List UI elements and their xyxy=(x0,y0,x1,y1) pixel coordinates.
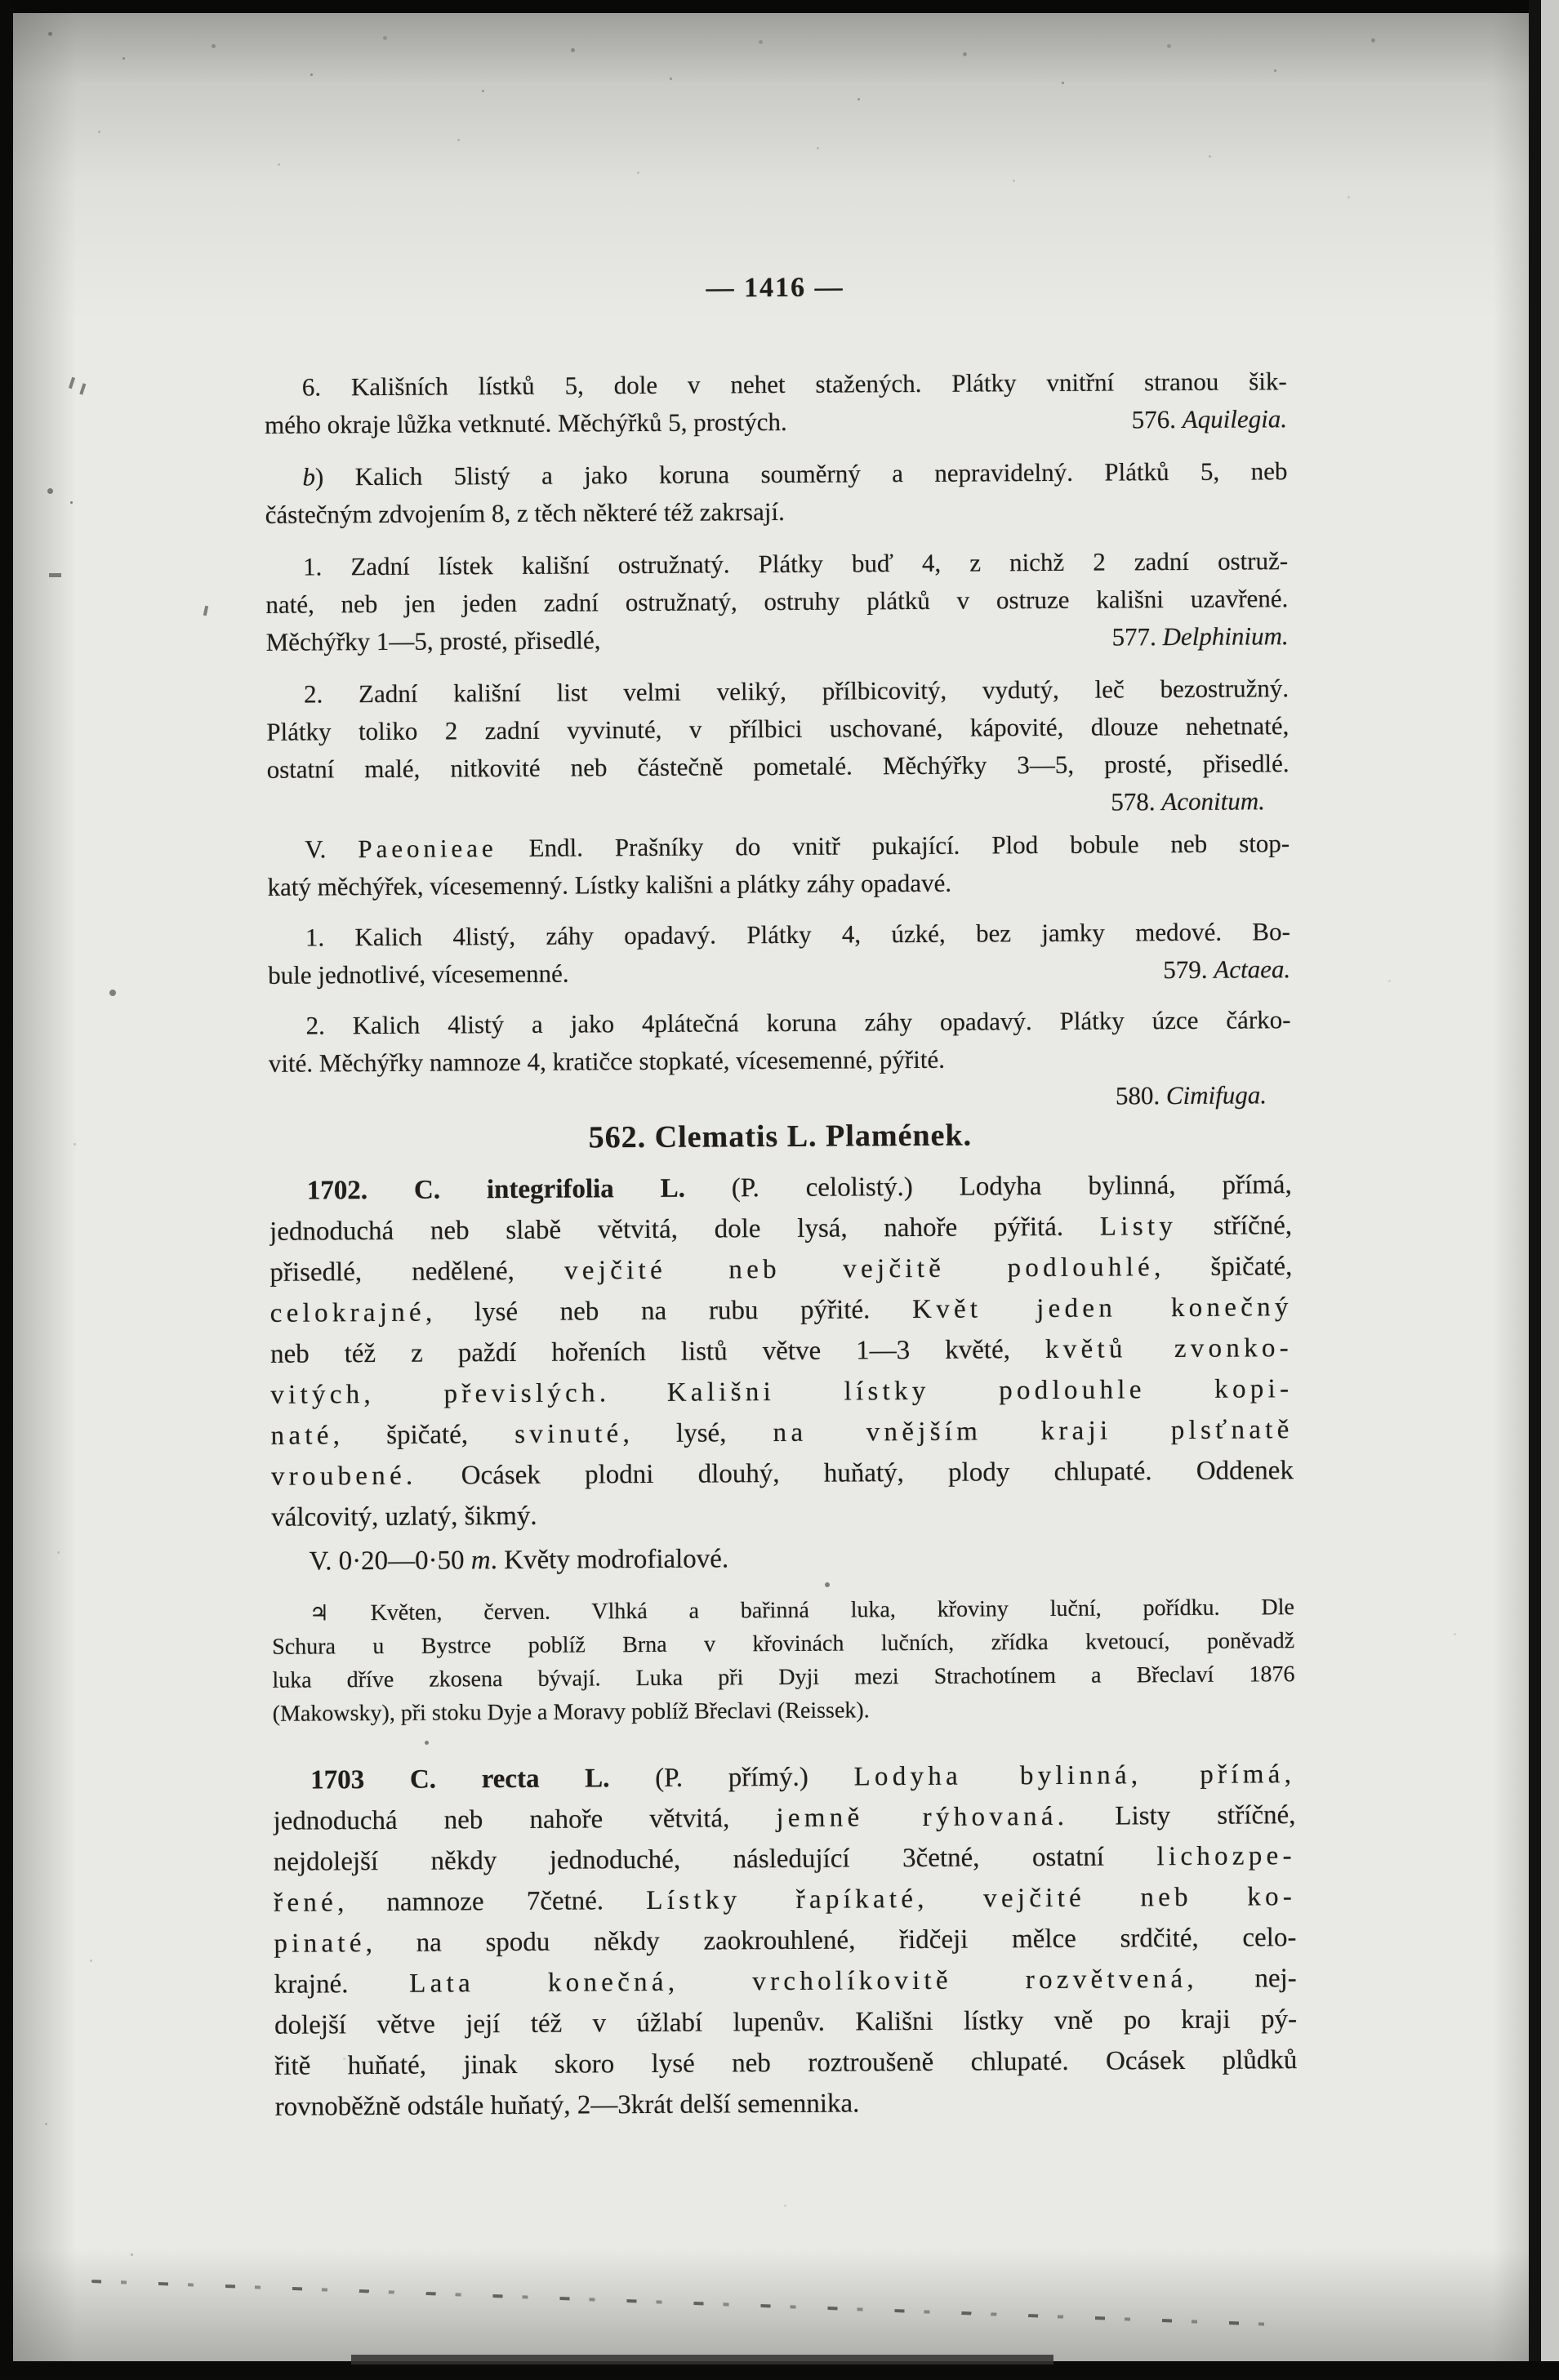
text-line xyxy=(268,1001,1290,1045)
text-run: , namnoze 7četné. xyxy=(336,1886,647,1918)
scan-artifact xyxy=(109,990,116,996)
text-run: Listy stříčné, xyxy=(1068,1800,1296,1831)
text-run: válcovitý, uzlatý, šikmý. xyxy=(271,1501,537,1533)
line-reference-segment xyxy=(1163,950,1290,989)
text-line xyxy=(270,1287,1293,1334)
text-run: Aquilegia. xyxy=(1182,404,1288,434)
text-line xyxy=(273,1795,1295,1842)
text-line xyxy=(269,1164,1292,1212)
page-edge-line xyxy=(1529,0,1541,2377)
text-run: 1702. C. integrifolia L. xyxy=(306,1173,686,1206)
text-line xyxy=(265,452,1287,496)
paragraph-p2 xyxy=(266,670,1290,826)
paragraph-p1k xyxy=(268,913,1291,994)
text-run: naté xyxy=(270,1421,333,1451)
text-run: 580. xyxy=(1115,1081,1167,1110)
text-line xyxy=(274,1999,1297,2046)
text-run: 562. Clematis L. Plamének. xyxy=(588,1118,973,1155)
text-run: vité. Měchýřky namnoze 4, kratičce stopkaté, vícesemenné, pýřité. xyxy=(268,1044,946,1078)
paragraph-p2k xyxy=(268,1001,1291,1120)
text-line xyxy=(266,707,1289,751)
text-run: 2. Kalich 4listý a jako 4plátečná koruna záhy opadavý. Plátky úzce čárko- xyxy=(305,1005,1291,1040)
text-run: stříčné, xyxy=(1177,1211,1293,1242)
text-run: jednoduchá neb slabě větvitá, dole lysá, nahoře pýřitá. xyxy=(269,1212,1100,1247)
text-run: Delphinium. xyxy=(1162,621,1289,652)
text-line xyxy=(270,1368,1293,1416)
line-left-segment xyxy=(266,621,601,661)
text-line xyxy=(274,2080,1297,2128)
text-run: , na spodu někdy zaokrouhlené, řidčeji mělce srdčité, celo- xyxy=(365,1923,1297,1959)
text-line xyxy=(273,1691,1295,1731)
text-run: 577. xyxy=(1111,622,1163,652)
paragraph-p6 xyxy=(265,363,1288,444)
text-run: nejdolejší někdy jednoduché, následující 3četné, ostatní xyxy=(273,1842,1157,1877)
paragraph-pV xyxy=(267,825,1290,906)
paragraph-p1703 xyxy=(273,1754,1298,2128)
text-run: 1. Zadní lístek kališní ostružnatý. Plátky buď 4, z nichž 2 zadní ostruž- xyxy=(303,546,1289,581)
text-run: Květ jeden konečný xyxy=(911,1292,1293,1325)
text-line xyxy=(268,913,1290,957)
scan-speckle-noise xyxy=(0,0,2,2)
text-line xyxy=(265,400,1287,444)
line-reference-segment xyxy=(1111,617,1288,656)
text-run: dolejší větve její též v úžlabí lupenův. Kališni lístky vně po kraji pý- xyxy=(274,2004,1298,2040)
text-line xyxy=(265,363,1287,407)
text-run: vroubené. xyxy=(270,1461,417,1492)
text-line xyxy=(268,950,1290,994)
text-run: , špičaté, xyxy=(1153,1252,1293,1283)
text-run: přisedlé, nedělené, xyxy=(269,1256,565,1288)
text-line xyxy=(265,580,1288,624)
text-run: Listy xyxy=(1099,1212,1178,1242)
text-run: mého okraje lůžka vetknuté. Měchýřků 5, prostých. xyxy=(264,407,787,439)
text-line xyxy=(269,1112,1291,1161)
text-line xyxy=(267,862,1290,906)
text-run: částečným zdvojením 8, z těch některé též zakrsají. xyxy=(265,496,785,529)
scan-border-left xyxy=(0,0,13,2377)
text-line xyxy=(274,1835,1296,1883)
text-run: ) Kalich 5listý a jako koruna souměrný a nepravidelný. Plátků 5, neb xyxy=(314,456,1288,492)
text-line xyxy=(274,1958,1297,2005)
paragraph-genus xyxy=(269,1112,1291,1161)
text-run: V. xyxy=(305,834,359,864)
text-run: Endl. Prašníky do vnitř pukající. Plod bobule neb stop- xyxy=(497,829,1290,863)
paragraph-habitat xyxy=(272,1590,1295,1731)
text-run: řitě huňaté, jinak skoro lysé neb roztroušeně chlupaté. Ocásek plůdků xyxy=(274,2045,1298,2081)
text-layer xyxy=(262,0,1299,2380)
text-run: bule jednotlivé, vícesemenné. xyxy=(268,959,569,990)
text-run: svinuté xyxy=(514,1419,623,1449)
text-line xyxy=(272,1657,1294,1697)
text-line xyxy=(267,825,1290,869)
line-reference-segment xyxy=(1132,400,1288,438)
text-run: Měchýřky 1—5, prosté, přisedlé, xyxy=(265,625,601,656)
text-run: m xyxy=(470,1546,491,1576)
text-run: Lodyha bylinná, přímá, xyxy=(853,1759,1296,1792)
text-line xyxy=(265,542,1288,586)
text-run: vejčité neb vejčitě podlouhlé xyxy=(563,1252,1155,1286)
text-run: neb též z paždí hořeních listů větve 1—3 květé, xyxy=(269,1335,1046,1369)
text-run: (P. celolistý.) Lodyha bylinná, přímá, xyxy=(684,1170,1292,1203)
text-run: Aconitum. xyxy=(1161,786,1265,816)
text-run: Květen, červen. Vlhká a bařinná luka, křoviny luční, pořídku. Dle xyxy=(328,1595,1295,1626)
page-number: — 1416 — xyxy=(706,272,844,304)
paragraph-p1702 xyxy=(269,1164,1294,1538)
text-run: katý měchýřek, vícesemenný. Lístky kališni a plátky záhy opadavé. xyxy=(267,868,952,901)
text-run: Actaea. xyxy=(1214,954,1291,984)
text-run: (Makowsky), při stoku Dyje a Moravy poblíž Břeclavi (Reissek). xyxy=(272,1697,870,1727)
text-run: 579. xyxy=(1163,954,1214,985)
text-line xyxy=(271,1450,1294,1497)
text-line xyxy=(269,1039,1291,1083)
text-run: Ocásek plodni dlouhý, huňatý, plody chlupaté. Oddenek xyxy=(416,1456,1294,1491)
text-line xyxy=(273,1754,1295,1801)
text-run: naté, neb jen jeden zadní ostružnatý, ostruhy plátků v ostruze kališni uzavřené. xyxy=(265,584,1289,619)
text-run: Schura u Bystrce poblíž Brna v křovinách lučních, zřídka kvetoucí, poněvadž xyxy=(272,1628,1295,1660)
text-run: pinaté xyxy=(274,1928,366,1959)
text-run: krajné. xyxy=(274,1969,410,2000)
text-line xyxy=(267,782,1290,826)
text-run: luka dříve zkosena bývají. Luka při Dyji mezi Strachotínem a Břeclaví 1876 xyxy=(272,1662,1295,1693)
text-line xyxy=(269,1205,1292,1252)
text-run: na vnějším kraji plsťnatě xyxy=(773,1415,1294,1448)
text-line xyxy=(269,1246,1292,1293)
text-line xyxy=(274,1876,1296,1924)
paragraph-p1 xyxy=(265,542,1289,661)
text-run: Kališni lístky podlouhle kopi- xyxy=(666,1374,1294,1408)
text-run: , nej- xyxy=(1187,1964,1297,1994)
text-run: ostatní malé, nitkovité neb částečně pometalé. Měchýřky 3—5, prosté, přisedlé. xyxy=(266,749,1290,784)
text-line xyxy=(266,745,1289,789)
paragraph-pb xyxy=(265,452,1288,534)
text-line xyxy=(274,2040,1297,2087)
text-run: květů zvonko- xyxy=(1045,1333,1294,1365)
text-line xyxy=(266,617,1289,661)
text-line xyxy=(270,1328,1293,1375)
text-run: . Květy modrofialové. xyxy=(490,1544,729,1576)
text-run: 6. Kališních lístků 5, dole v nehet stažených. Plátky vnitřní stranou šik- xyxy=(301,367,1287,402)
text-run: b xyxy=(302,462,316,492)
text-run: Paeonieae xyxy=(358,834,497,864)
text-run: lichozpe- xyxy=(1156,1841,1296,1872)
text-run: vitých, převislých. xyxy=(270,1378,611,1410)
text-run: , špičaté, xyxy=(332,1419,515,1451)
paragraph-vline xyxy=(271,1535,1294,1582)
text-run: (P. přímý.) xyxy=(609,1762,854,1794)
text-run: rovnoběžně odstále huňatý, 2—3krát delší semennika. xyxy=(274,2089,860,2122)
text-run: ♃ xyxy=(309,1600,329,1626)
text-run: , lysé, xyxy=(622,1418,773,1449)
text-line xyxy=(271,1491,1294,1538)
text-line xyxy=(266,670,1289,714)
text-run: 2. Zadní kališní list velmi veliký, přílbicovitý, vydutý, leč bezostružný. xyxy=(303,674,1290,709)
text-run: jemně rýhovaná. xyxy=(776,1801,1069,1834)
text-run: Lístky řapíkaté, vejčité neb ko- xyxy=(646,1882,1297,1916)
scan-margin-right xyxy=(1541,0,1559,2377)
text-run: 1703 C. recta L. xyxy=(310,1764,610,1795)
text-run xyxy=(610,1378,667,1408)
text-line xyxy=(265,490,1288,534)
text-run: Cimifuga. xyxy=(1165,1080,1267,1110)
scan-artifact xyxy=(47,488,53,494)
text-line xyxy=(270,1409,1293,1457)
text-line xyxy=(271,1535,1294,1582)
line-left-segment xyxy=(265,403,787,444)
text-line xyxy=(274,1917,1296,1964)
text-run: V. 0·20—0·50 xyxy=(309,1546,471,1577)
text-run: 576. xyxy=(1131,404,1183,434)
scan-artifact xyxy=(49,573,61,577)
text-run: řené xyxy=(274,1888,338,1918)
text-run: jednoduchá neb nahoře větvitá, xyxy=(273,1804,777,1836)
text-run: , lysé neb na rubu pýřité. xyxy=(425,1295,913,1328)
line-left-segment xyxy=(268,955,569,994)
text-run: 578. xyxy=(1111,787,1162,816)
text-run: Lata konečná, vrcholíkovitě rozvětvená xyxy=(409,1964,1187,1999)
text-run: Plátky toliko 2 zadní vyvinuté, v přílbici uschované, kápovité, dlouze nehetnaté, xyxy=(266,711,1290,746)
text-run: celokrajné xyxy=(269,1297,426,1328)
text-run: 1. Kalich 4listý, záhy opadavý. Plátky 4, úzké, bez jamky medové. Bo- xyxy=(305,917,1290,952)
